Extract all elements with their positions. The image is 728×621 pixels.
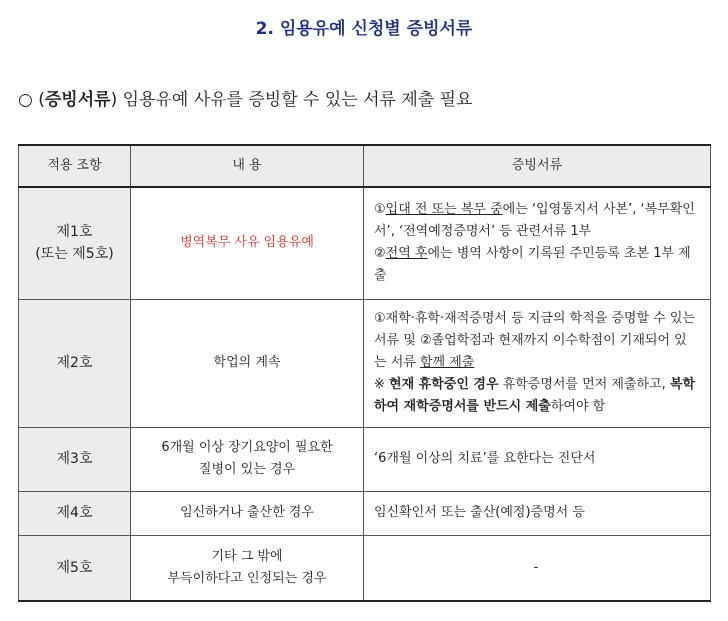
content-line1: 6개월 이상 장기요양이 필요한	[161, 440, 333, 455]
subtitle-bold: 증빙서류	[44, 90, 111, 110]
table-row	[19, 491, 711, 535]
content-cell	[131, 427, 364, 491]
clause-cell: 제4호	[19, 491, 131, 535]
doc-underline-1: 함께 제출	[419, 355, 475, 370]
subtitle-rest: ) 임용유예 사유를 증빙할 수 있는 서류 제출 필요	[110, 90, 473, 110]
subtitle-bullet: ○ (	[18, 90, 45, 110]
content-line2: 질병이 있는 경우	[198, 462, 296, 477]
clause-cell: 제2호	[19, 299, 131, 427]
table-row	[19, 427, 711, 491]
clause-line1: 제1호	[56, 224, 93, 241]
documents-cell: ‘6개월 이상의 치료’를 요한다는 진단서	[364, 427, 711, 491]
doc-paragraph-2	[374, 243, 698, 287]
documents-cell: -	[364, 535, 711, 601]
content-cell: 병역복무 사유 임용유예	[131, 187, 364, 299]
content-line2: 부득이하다고 인정되는 경우	[167, 570, 327, 586]
clause-cell: 제3호	[19, 427, 131, 491]
documents-table	[18, 144, 711, 602]
table-row	[19, 299, 711, 427]
documents-cell	[364, 299, 711, 427]
note-bold-1: 현재 휴학중인 경우	[389, 377, 499, 392]
note-prefix: ※	[374, 377, 390, 392]
doc-text-1: ①재학·휴학·재적증명서 등 지금의 학적을 증명할 수 있는 서류 및 ②졸업학점과 현재까지 이수학점이 기재되어 있는 서류	[374, 311, 695, 370]
doc-text-2: 에는 병역 사항이 기록된 주민등록 초본 1부 제출	[374, 246, 691, 284]
page-title: 2. 임용유예 신청별 증빙서류	[255, 19, 473, 39]
clause-line2: (또는 제5호)	[35, 246, 114, 263]
table-row	[19, 187, 711, 299]
doc-underline-2: 전역 후	[385, 246, 428, 262]
note-end: 하여야 함	[550, 399, 606, 414]
doc-paragraph-1	[374, 308, 698, 374]
doc-num-1: ①	[374, 202, 386, 218]
note-bold-2: 복학하여 재학증명서를 반드시 제출	[374, 377, 696, 414]
header-content: 내 용	[131, 145, 364, 187]
doc-underline-1: 입대 전 또는 복무 중	[385, 202, 503, 218]
doc-note	[374, 374, 698, 418]
content-cell: 학업의 계속	[131, 299, 364, 427]
content-cell	[131, 535, 364, 601]
doc-paragraph-1	[374, 199, 698, 243]
doc-num-2: ②	[374, 246, 386, 262]
content-line1: 기타 그 밖에	[211, 548, 283, 564]
content-cell: 임신하거나 출산한 경우	[131, 491, 364, 535]
table-header-row	[19, 145, 711, 187]
header-clause: 적용 조항	[19, 145, 131, 187]
table-row	[19, 535, 711, 601]
doc-text-1: 에는 ‘입영통지서 사본’, ‘복무확인서’, ‘전역예정증명서’ 등 관련서류 1부	[374, 202, 695, 240]
clause-cell	[19, 187, 131, 299]
header-documents: 증빙서류	[364, 145, 711, 187]
documents-cell: 임신확인서 또는 출산(예정)증명서 등	[364, 491, 711, 535]
documents-cell	[364, 187, 711, 299]
note-mid: 휴학증명서를 먼저 제출하고,	[498, 377, 670, 392]
subtitle	[18, 85, 472, 110]
clause-cell: 제5호	[19, 535, 131, 601]
